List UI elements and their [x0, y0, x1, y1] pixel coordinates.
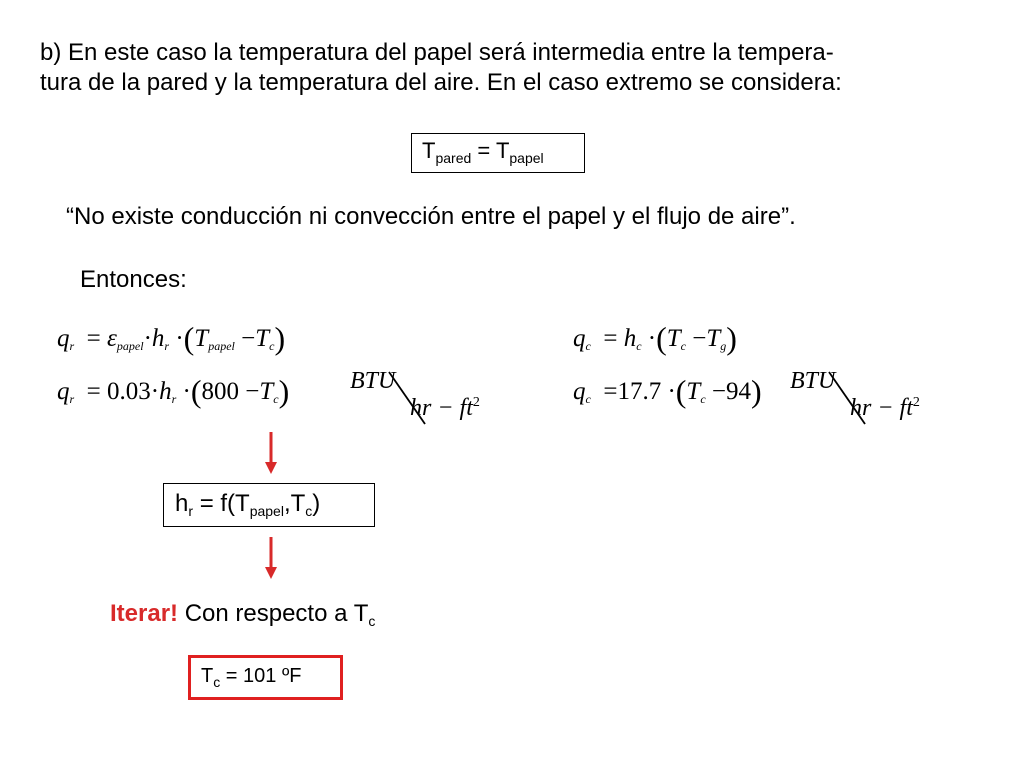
hr-function-box: $h_r = f(T_{papel},T_c)$: [163, 483, 375, 527]
down-arrow-icon: [260, 430, 282, 476]
condition-sub-pared: pared: [435, 150, 472, 166]
equation-radiation-numeric: $q_r = 0.03\cdot h_r \cdot(800 -T_c)$: [57, 373, 290, 409]
equation-convection-numeric: $q_c =17.7 \cdot(T_c -94)$: [573, 373, 762, 409]
equation-convection-general: $q_c = h_c \cdot(T_c -T_g)$: [573, 320, 737, 356]
condition-box: [411, 133, 585, 173]
unit-numerator-2: BTU: [790, 368, 836, 394]
down-arrow-icon: [260, 535, 282, 581]
intro-line-2: tura de la pared y la temperatura del aire. En el caso extremo se considera:: [40, 69, 842, 96]
iterate-instruction: Iterar! Con respecto a $T_c$: [110, 600, 376, 629]
hc-value: 17.7: [617, 378, 662, 405]
condition-t1: T: [422, 138, 436, 163]
unit-numerator-1: BTU: [350, 368, 396, 394]
iterate-label: Iterar!: [110, 600, 179, 627]
eps-value: 0.03: [107, 378, 151, 405]
result-value: = 101 ºF: [220, 665, 302, 687]
assumption-quote: “No existe conducción ni convección entre el papel y el flujo de aire”.: [66, 203, 796, 230]
tg-value: 94: [726, 378, 752, 405]
equation-radiation-general: $q_r = \varepsilon_{papel}\cdot h_r \cdot(T_{papel} -T_c)$: [57, 320, 286, 356]
unit-denominator-2: hr − $ft^2$: [850, 395, 920, 421]
unit-denominator-1: hr − $ft^2$: [410, 395, 480, 421]
condition-eq: = T: [471, 138, 510, 163]
result-box: $T_c = 101$ ºF: [188, 655, 343, 700]
condition-sub-papel: papel: [509, 150, 544, 166]
intro-line-1: b) En este caso la temperatura del papel será intermedia entre la tempera-: [40, 39, 834, 66]
entonces-label: Entonces:: [80, 266, 187, 293]
t-papel-value: 800: [201, 378, 240, 405]
intro-paragraph: [40, 38, 1000, 98]
